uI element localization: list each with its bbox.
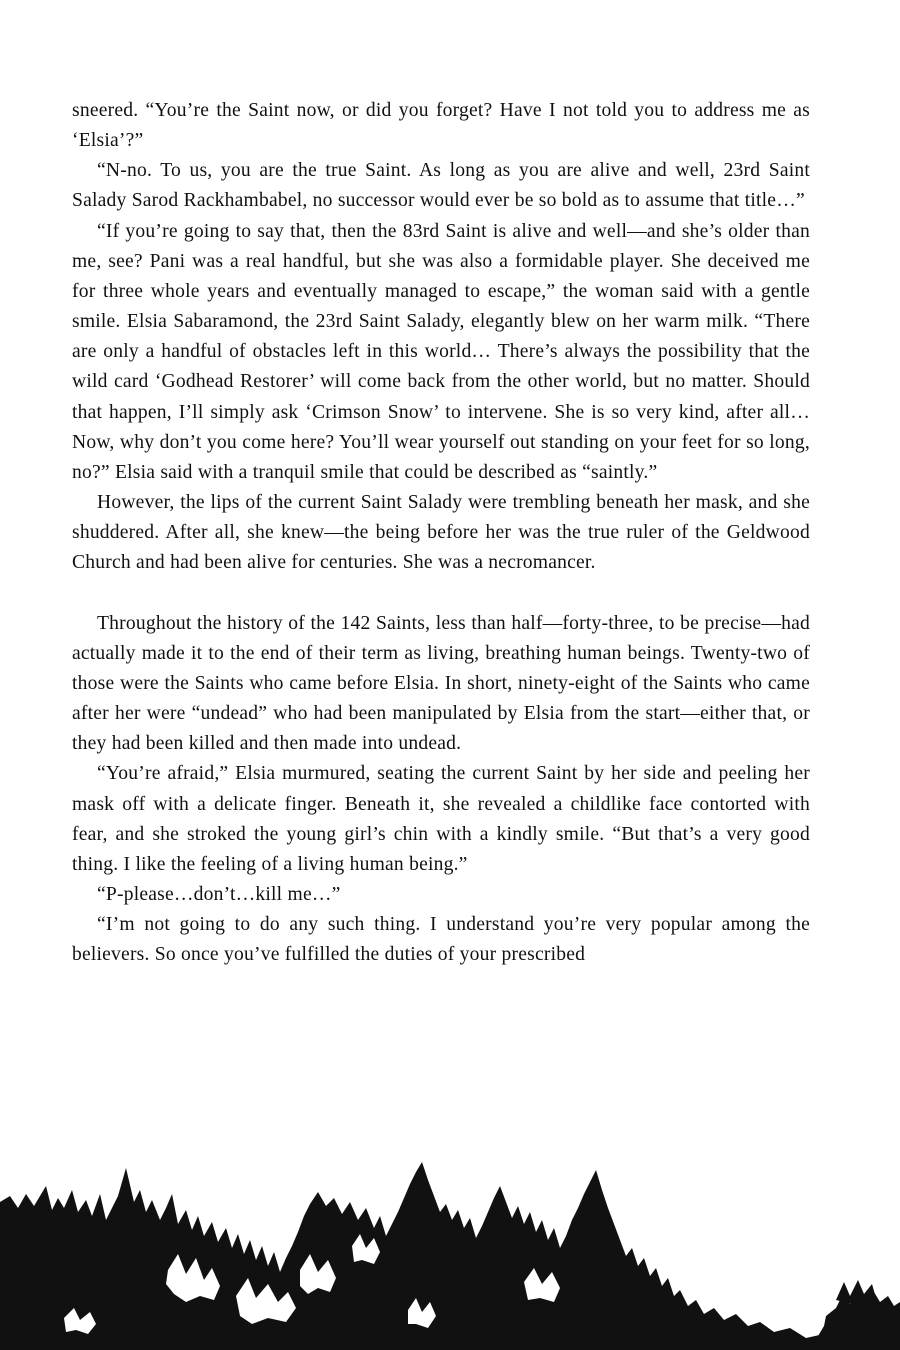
rubble-notch-6	[524, 1268, 560, 1302]
paragraph: “N-no. To us, you are the true Saint. As long as you are alive and well, 23rd Saint Salady Sarod Rackhambabel, no successor would ever be so bold as to assume that title…”	[72, 160, 810, 212]
rubble-detached-debris	[812, 1292, 900, 1350]
paragraph: “P-please…don’t…kill me…”	[97, 884, 341, 906]
body-text-column	[72, 96, 810, 971]
rubble-detached-spike	[836, 1280, 876, 1306]
paragraph: “If you’re going to say that, then the 83rd Saint is alive and well—and she’s older than me, see? Pani was a real handful, but she was also a formidable player. She deceived me for three whole years and eventually managed to escape,” the woman said with a gentle smile. Elsia Sabaramond, the 23rd Saint Salady, elegantly blew on her warm milk. “There are only a handful of obstacles left in this world… There’s always the possibility that the wild card ‘Godhead Restorer’ will come back from the other world, but no matter. Should that happen, I’ll simply ask ‘Crimson Snow’ to intervene. She is so very kind, after all… Now, why don’t you come here? You’ll wear yourself out standing on your feet for so long, no?” Elsia said with a tranquil smile that could be described as “saintly.”	[72, 220, 810, 483]
paragraph: Throughout the history of the 142 Saints, less than half—forty-three, to be precise—had actually made it to the end of their term as living, breathing human beings. Twenty-two of those were the Saints who came before Elsia. In short, ninety-eight of the Saints who came after her were “undead” who had been manipulated by Elsia from the start—either that, or they had been killed and then made into undead.	[72, 612, 810, 755]
paragraph: However, the lips of the current Saint Salady were trembling beneath her mask, and she shuddered. After all, she knew—the being before her was the true ruler of the Geldwood Church and had been alive for centuries. She was a necromancer.	[72, 492, 810, 574]
paragraph: sneered. “You’re the Saint now, or did you forget? Have I not told you to address me as ‘Elsia’?”	[72, 100, 810, 152]
rubble-notch-5	[408, 1298, 436, 1328]
paragraph: “I’m not going to do any such thing. I understand you’re very popular among the believers. So once you’ve fulfilled the duties of your prescribed	[72, 914, 810, 966]
rubble-notch-2	[236, 1278, 296, 1324]
jagged-rubble-silhouette-illustration	[0, 1150, 900, 1350]
rubble-notch-1	[166, 1254, 220, 1302]
rubble-notch-3	[300, 1254, 336, 1294]
rubble-main-shape	[0, 1162, 900, 1350]
rubble-notch-4	[352, 1234, 380, 1264]
paragraph: “You’re afraid,” Elsia murmured, seating the current Saint by her side and peeling her mask off with a delicate finger. Beneath it, she revealed a childlike face contorted with fear, and she stroked the young girl’s chin with a kindly smile. “But that’s a very good thing. I like the feeling of a living human being.”	[72, 763, 810, 875]
rubble-notch-7	[64, 1308, 96, 1334]
